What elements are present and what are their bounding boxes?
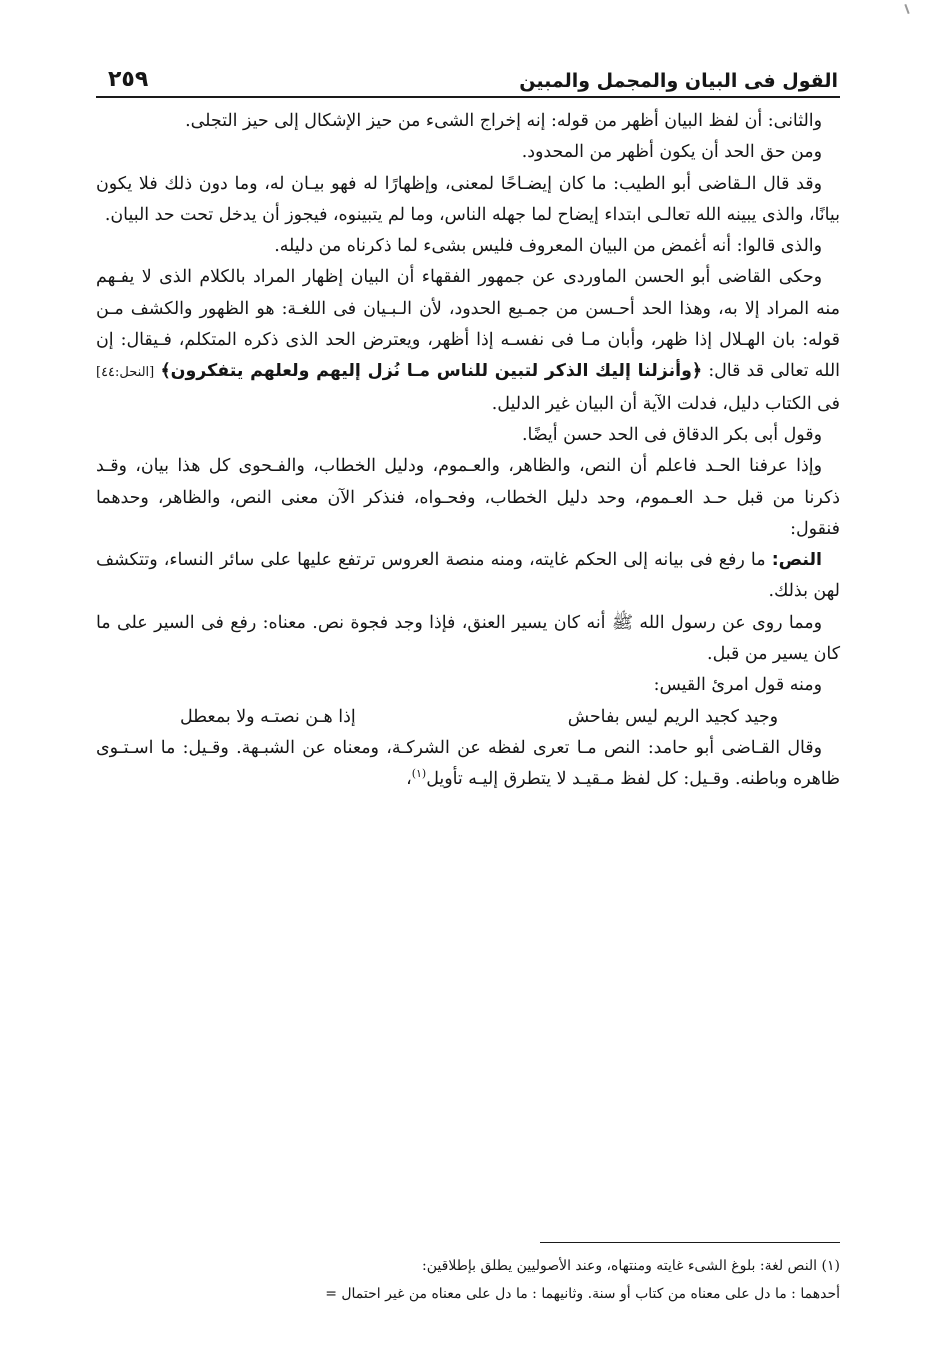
paragraph <box>96 545 840 608</box>
paragraph-text: ومن حق الحد أن يكون أظهر من المحدود. <box>521 142 822 163</box>
poetry-verse <box>180 702 778 733</box>
paragraph-text: ما رفع فى بيانه إلى الحكم غايته، ومنه منصة العروس ترتفع عليها على سائر النساء، وتتكشف لهن بذلك. <box>96 550 840 602</box>
paragraph-text: ومنه قول امرئ القيس: <box>653 675 822 696</box>
page-header <box>96 52 840 98</box>
footnote-line: أحدهما : ما دل على معناه من كتاب أو سنة. وثانيهما : ما دل على معناه من غير احتمال = <box>325 1286 840 1302</box>
page-number: ٢٥٩ <box>108 67 149 92</box>
running-title: القول فى البيان والمجمل والمبين <box>519 70 838 92</box>
paragraph <box>96 608 840 671</box>
footnote-divider <box>540 1242 840 1243</box>
paragraph-text: وإذا عرفنا الحـد فاعلم أن النص، والظاهر، والعـموم، ودليل الخطاب، والفـحوى كل هذا بيان، وقـد ذكرنا من قبل حـد العـموم، وحد دليل الخطاب، وفحـواه، فنذكر الآن معنى النص، والظاهر، وحدهما فنقول: <box>96 456 840 539</box>
paragraph <box>96 137 840 168</box>
book-page <box>96 52 840 1342</box>
defined-term: النص: <box>771 550 822 571</box>
paragraph <box>96 420 840 451</box>
paragraph-text: وقال القـاضى أبو حامد: النص مـا تعرى لفظه عن الشركـة، ومعناه عن الشبـهة. وقـيل: ما اسـتـوى ظاهره وباطنه. وقـيل: كل لفظ مـقيـد لا يتطرق إليـه تأويل <box>96 737 840 790</box>
paragraph <box>96 262 840 419</box>
paragraph-text: وقول أبى بكر الدقاق فى الحد حسن أيضًا. <box>522 424 822 445</box>
paragraph <box>96 106 840 137</box>
paragraph-text: ومما روى عن رسول الله <box>639 612 822 633</box>
quran-verse: ﴿وأنزلنا إليك الذكر لتبين للناس مـا نُزل إليهم ولعلهم يتفكرون﴾ <box>160 361 703 382</box>
paragraph-text: فى الكتاب دليل، فدلت الآية أن البيان غير الدليل. <box>491 393 840 414</box>
verse-second-hemistich: إذا هـن نصتـه ولا بمعطل <box>180 706 356 727</box>
quran-reference: [النحل:٤٤] <box>96 365 155 381</box>
paragraph-text: والثانى: أن لفظ البيان أظهر من قوله: إنه إخراج الشىء من حيز الإشكال إلى حيز التجلى. <box>185 111 822 131</box>
paragraph <box>96 733 840 796</box>
footnote-marker[interactable]: (١) <box>411 767 427 781</box>
paragraph-text: والذى قالوا: أنه أغمض من البيان المعروف فليس بشىء لما ذكرناه من دليله. <box>274 236 822 257</box>
verse-first-hemistich: وجيد كجيد الريم ليس بفاحش <box>567 706 778 727</box>
paragraph <box>96 451 840 545</box>
paragraph <box>96 670 840 701</box>
paragraph-text: وحكى القاضى أبو الحسن الماوردى عن جمهور الفقهاء أن البيان إظهار المراد بالكلام الذى لا يفـهم منه المراد إلا به، وهذا الحد أحـسن من جمـيع الحدود، لأن الـبـيان فى اللغـة: هو الظهور والكشف مـن قوله: بان الهـلال إذا ظهر، وأبان مـا فى نفسـه إذا أظهر، ويعترض الحد الذى ذكره المتكلم، فـيقال: إن الله تعالى قد قال: <box>96 267 840 382</box>
paragraph <box>96 169 840 232</box>
salutation-symbol: ﷺ <box>611 612 633 633</box>
paragraph-text: وقد قال الـقاضى أبو الطيب: ما كان إيضـاحًا لمعنى، وإظهارًا له فهو بيـان له، وما دون ذلك فلا يكون بيانًا، والذى يبينه الله تعالـى ابتداء إيضاح لما جهله الناس، وما لم يتبينوه، فيجوز أن يدخل تحت حد البيان. <box>96 173 840 225</box>
footnotes <box>96 1252 840 1308</box>
scan-mark <box>904 4 909 14</box>
paragraph <box>96 231 840 262</box>
footnote-line: (١) النص لغة: بلوغ الشىء غايته ومنتهاه، وعند الأصوليين يطلق بإطلاقين: <box>422 1258 840 1274</box>
paragraph-text: ، <box>406 769 412 790</box>
main-text <box>96 106 840 796</box>
paragraph-text: أنه كان يسير العنق، فإذا وجد فجوة نص. معناه: رفع فى السير على ما كان يسير من قبل. <box>96 612 840 665</box>
